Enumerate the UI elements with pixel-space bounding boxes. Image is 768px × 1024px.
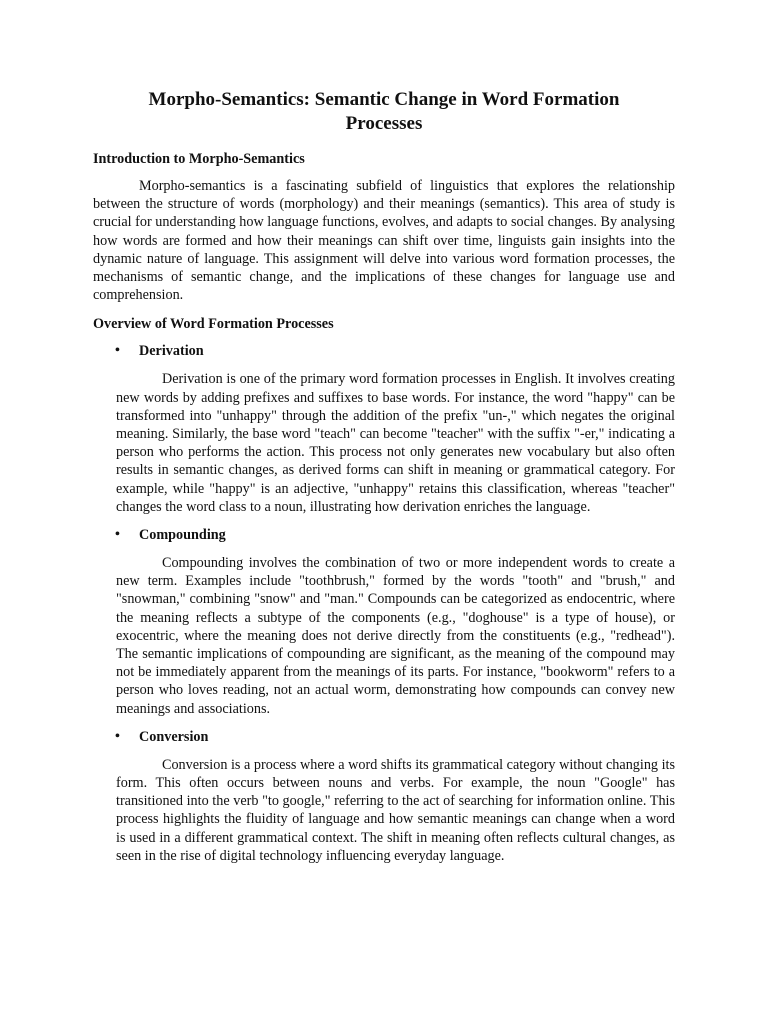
list-item-conversion [93,728,675,865]
intro-paragraph: Morpho-semantics is a fascinating subfield of linguistics that explores the relationship between the structure of words (morphology) and their meanings (semantics). This area of study is crucial for understanding how language functions, evolves, and adapts to social changes. By analysing how words are formed and how their meanings can shift over time, linguists gain insights into the dynamic nature of language. This assignment will delve into various word formation processes, the mechanisms of semantic change, and the implications of these changes for language use and comprehension. [93,178,675,304]
intro-heading: Introduction to Morpho-Semantics [93,151,305,167]
list-item-heading [93,342,675,360]
bullet-icon: • [115,343,120,359]
document-title: Morpho-Semantics: Semantic Change in Word Formation Processes [148,89,620,134]
list-item-title: Conversion [139,728,209,745]
overview-heading: Overview of Word Formation Processes [93,316,334,333]
document-page [93,88,675,875]
word-formation-list [93,342,675,865]
list-item-compounding [93,526,675,718]
list-item-title: Derivation [139,343,204,360]
list-item-body: Conversion is a process where a word shifts its grammatical category without changing its form. This often occurs between nouns and verbs. For example, the noun "Google" has transitioned into the verb "to google," referring to the act of searching for information online. This process highlights the fluidity of language and how semantic meanings can change when a word is used in a different grammatical context. The shift in meaning often reflects cultural changes, as seen in the rise of digital technology influencing everyday language. [116,756,675,864]
bullet-icon: • [115,527,120,543]
list-item-body: Compounding involves the combination of two or more independent words to create a new term. Examples include "toothbrush," formed by the words "tooth" and "brush," and "snowman," combining "snow" and "man." Compounds can be categorized as endocentric, where the meaning reflects a subtype of the components (e.g., "doghouse" is a type of house), or exocentric, where the meaning does not derive directly from the constituents (e.g., "redhead"). The semantic implications of compounding are significant, as the meaning of the compound may not be immediately apparent from the meanings of its parts. For instance, "bookworm" refers to a person who loves reading, not an actual worm, demonstrating how compounds can convey new meanings and associations. [116,555,675,717]
list-item-derivation [93,342,675,516]
list-item-heading [93,728,675,746]
list-item-title: Compounding [139,527,226,544]
list-item-heading [93,526,675,544]
bullet-icon: • [115,728,120,744]
list-item-body: Derivation is one of the primary word formation processes in English. It involves creating new words by adding prefixes and suffixes to base words. For instance, the word "happy" can be transformed into "unhappy" through the addition of the prefix "un-," which negates the original meaning. Similarly, the base word "teach" can become "teacher" with the suffix "-er," indicating a person who performs the action. This process not only generates new vocabulary but also often results in semantic changes, as derived forms can shift in meaning or grammatical category. For example, while "happy" is an adjective, "unhappy" retains this classification, whereas "teacher" changes the word class to a noun, illustrating how derivation enriches the language. [116,371,675,515]
